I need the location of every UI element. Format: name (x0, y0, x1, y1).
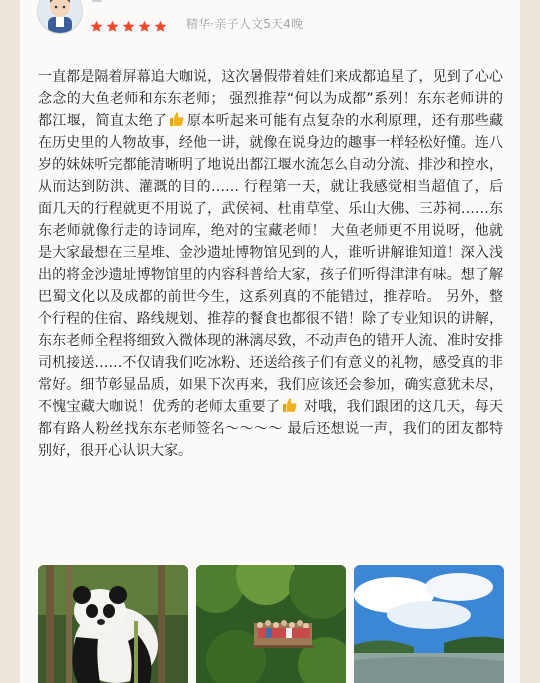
review-text-part-3: 对哦，我们跟团的这几天，每天都有路人粉丝找东东老师签名～～～～ 最后还想说一声，我们的团友都特别好，很开心认识大家。 (38, 399, 503, 459)
star-icon (154, 20, 167, 33)
star-icon (90, 20, 103, 33)
thumbs-up-icon (168, 111, 185, 128)
review-text-part-1: 一直都是隔着屏幕追大咖说，这次暑假带着娃们来成都追星了，见到了心心念念的大鱼老师和东东老师； 强烈推荐“何以为成都”系列！东东老师讲的都江堰，简直太绝了 (38, 69, 503, 129)
review-card (20, 0, 520, 683)
thumbs-up-icon (281, 397, 298, 414)
review-text (38, 66, 503, 462)
star-icon (106, 20, 119, 33)
star-icon (122, 20, 135, 33)
review-text-part-2: 原本听起来可能有点复杂的水利原理，还有那些藏在历史里的人物故事，经他一讲，就像在说身边的趣事一样轻松好懂。连八岁的妹妹听完都能清晰明了地说出都江堰水流怎么自动分流、排沙和控水，从而达到防洪、灌溉的目的…… 行程第一天，就让我感觉相当超值了，后面几天的行程就更不用说了，武侯祠、杜甫草堂、乐山大佛、三苏祠……东东老师就像行走的诗词库，绝对的宝藏老师！ 大鱼老师更不用说呀，他就是大家最想在三星堆、金沙遗址博物馆见到的人，谁听讲解谁知道！深入浅出的将金沙遗址博物馆里的内容科普给大家，孩子们听得津津有味。想了解巴蜀文化以及成都的前世今生，这系列真的不能错过，推荐哈。 另外，整个行程的住宿、路线规划、推荐的餐食也都很不错！除了专业知识的讲解，东东老师全程将细致入微体现的淋漓尽致，不动声色的错开人流、准时安排司机接送……不仅请我们吃冰粉、还送给孩子们有意义的礼物，感受真的非常好。细节彰显品质，如果下次再来，我们应该还会参加，确实意犹未尽，不愧宝藏大咖说！优秀的老师太重要了 (38, 113, 503, 415)
avatar-illustration (38, 0, 82, 33)
avatar[interactable] (37, 0, 83, 34)
star-icon (138, 20, 151, 33)
rating-stars (90, 20, 167, 33)
panda-photo[interactable] (38, 565, 188, 683)
group-photo[interactable] (196, 565, 346, 683)
group-image (196, 565, 346, 683)
panda-image (38, 565, 188, 683)
photo-strip (38, 565, 504, 683)
review-meta: 精华·亲子人文5天4晚 (186, 17, 304, 31)
username-fragment (92, 0, 102, 2)
river-image (354, 565, 504, 683)
river-photo[interactable] (354, 565, 504, 683)
